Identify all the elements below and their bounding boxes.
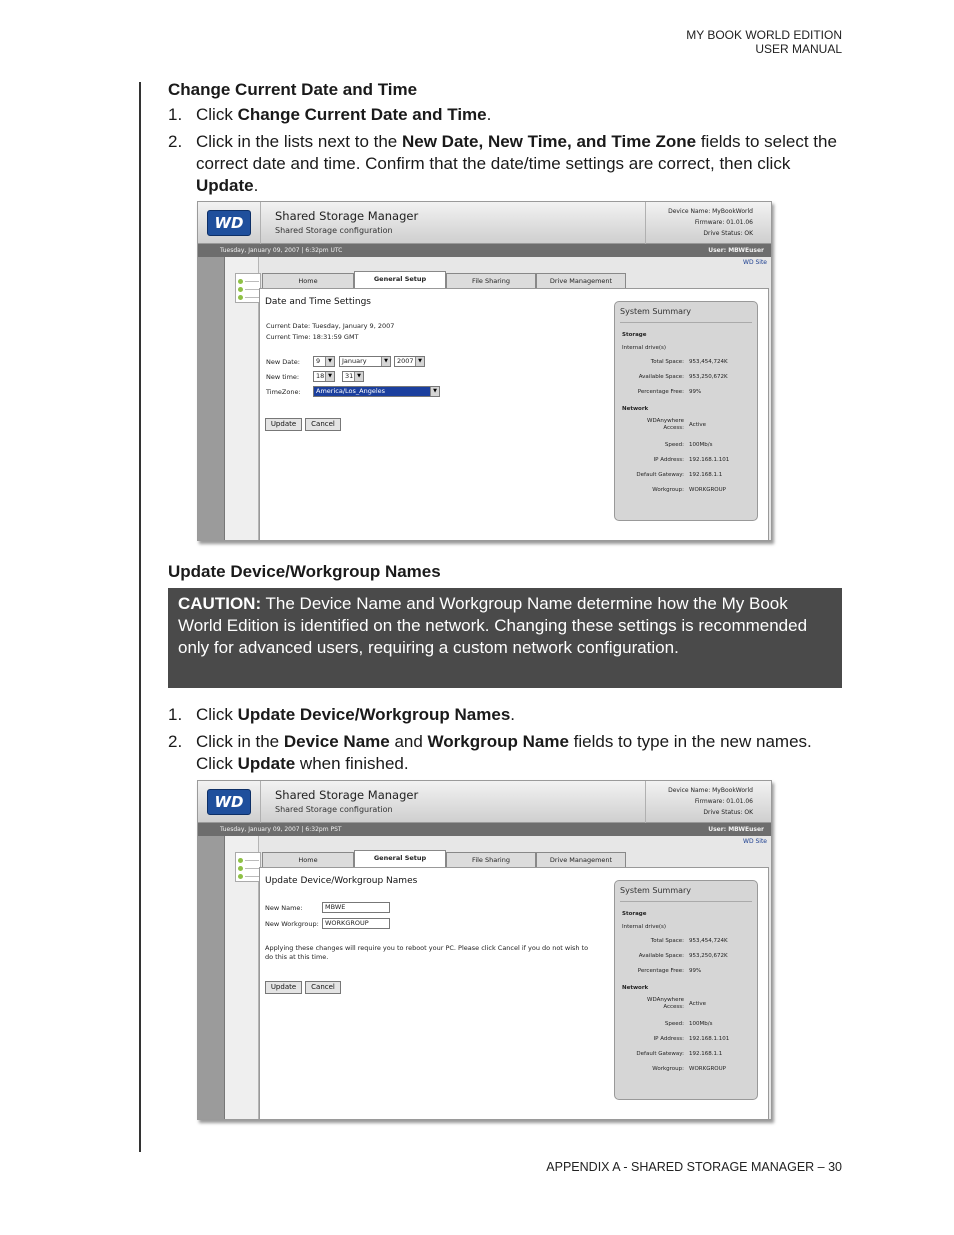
step-bold: Workgroup Name (427, 732, 569, 751)
gateway-label: Default Gateway: (636, 1051, 684, 1057)
internal-drives-text: Internal drive(s) (622, 924, 667, 930)
app-subtitle: Shared Storage configuration (275, 805, 393, 814)
dropdown-arrow-icon: ▼ (430, 387, 439, 396)
total-space-value: 953,454,724K (689, 359, 728, 365)
timezone-value: America/Los_Angeles (316, 387, 386, 395)
step-bold: Change Current Date and Time (237, 105, 487, 124)
content-panel (259, 867, 769, 1120)
margin-rule (139, 82, 141, 1152)
storage-heading: Storage (622, 911, 647, 917)
new-date-label: New Date: (266, 358, 300, 366)
step-text: . (510, 705, 516, 724)
step-bold: Device Name (283, 732, 390, 751)
user-text: User: MBWEuser (708, 247, 764, 254)
step-number: 1. (168, 105, 183, 124)
cancel-button[interactable]: Cancel (305, 981, 341, 994)
day-select[interactable] (313, 356, 335, 367)
total-space-label: Total Space: (650, 938, 684, 944)
timezone-label: TimeZone: (266, 388, 301, 396)
year-value: 2007 (397, 357, 414, 365)
title-box (260, 202, 646, 244)
summary-divider (620, 322, 752, 323)
datetime-text: Tuesday, January 09, 2007 | 6:32pm PST (220, 826, 342, 833)
header-line-2: USER MANUAL (755, 42, 842, 56)
wd-site-link[interactable]: WD Site (743, 259, 767, 266)
title-box (260, 781, 646, 823)
system-summary-panel (614, 880, 758, 1100)
reboot-note-line2: do this at this time. (265, 953, 329, 961)
step-1-device-names (168, 704, 848, 726)
panel-title: Update Device/Workgroup Names (265, 876, 418, 886)
available-space-label: Available Space: (638, 953, 684, 959)
wdanywhere-label-line2: Access: (663, 425, 684, 431)
day-value: 9 (316, 357, 321, 365)
ip-address-label: IP Address: (653, 457, 684, 463)
workgroup-value: WORKGROUP (689, 487, 726, 493)
tab-home[interactable]: Home (262, 852, 354, 867)
sidebar (225, 257, 259, 541)
status-bar (198, 244, 771, 257)
wd-site-link[interactable]: WD Site (743, 838, 767, 845)
tab-drive-management[interactable]: Drive Management (536, 852, 626, 867)
step-text: when finished. (295, 754, 409, 773)
wdanywhere-value: Active (689, 422, 707, 428)
step-text: and (389, 732, 428, 751)
percentage-free-value: 99% (689, 389, 702, 395)
workgroup-label: Workgroup: (652, 487, 684, 493)
timezone-select[interactable] (313, 386, 440, 397)
step-text: fields to select the correct date and time. Confirm that the date/time settings are correct, then click (196, 132, 837, 173)
drive-status-text: Drive Status: OK (703, 809, 753, 816)
gateway-value: 192.168.1.1 (689, 1051, 723, 1057)
dropdown-arrow-icon: ▼ (325, 372, 334, 381)
checklist-icon (235, 273, 261, 303)
speed-label: Speed: (664, 1021, 684, 1027)
step-2-device-names (168, 731, 848, 775)
device-info (668, 206, 753, 239)
content-panel (259, 288, 769, 541)
tab-file-sharing[interactable]: File Sharing (446, 852, 536, 867)
step-text: Click (196, 705, 238, 724)
hour-value: 18 (316, 372, 325, 380)
firmware-text: Firmware: 01.01.06 (694, 798, 753, 805)
caution-label: CAUTION: (178, 594, 262, 613)
device-info (668, 785, 753, 818)
screenshot-device-names (197, 780, 772, 1120)
firmware-text: Firmware: 01.01.06 (694, 219, 753, 226)
cancel-button[interactable]: Cancel (305, 418, 341, 431)
available-space-value: 953,250,672K (689, 953, 728, 959)
total-space-value: 953,454,724K (689, 938, 728, 944)
ip-address-value: 192.168.1.101 (689, 457, 730, 463)
page-header (686, 28, 842, 56)
speed-value: 100Mb/s (689, 1021, 713, 1027)
step-text: Click in the lists next to the (196, 132, 402, 151)
wd-logo: WD (207, 210, 251, 236)
datetime-text: Tuesday, January 09, 2007 | 6:32pm UTC (220, 247, 343, 254)
wdanywhere-label (647, 997, 684, 1011)
workgroup-label: Workgroup: (652, 1066, 684, 1072)
dropdown-arrow-icon: ▼ (354, 372, 363, 381)
step-number: 1. (168, 705, 183, 724)
dropdown-arrow-icon: ▼ (325, 357, 334, 366)
step-number: 2. (168, 132, 183, 151)
tab-home[interactable]: Home (262, 273, 354, 288)
left-strip (198, 836, 225, 1120)
new-name-input[interactable]: MBWE (322, 902, 390, 913)
app-header-bar (198, 202, 771, 244)
wd-logo: WD (207, 789, 251, 815)
workgroup-value: WORKGROUP (689, 1066, 726, 1072)
ip-address-label: IP Address: (653, 1036, 684, 1042)
drive-status-text: Drive Status: OK (703, 230, 753, 237)
internal-drives-text: Internal drive(s) (622, 345, 667, 351)
month-select[interactable] (339, 356, 391, 367)
wdanywhere-label (647, 418, 684, 432)
step-text: Click (196, 105, 238, 124)
percentage-free-label: Percentage Free: (637, 389, 684, 395)
step-bold: Update (196, 176, 254, 195)
minute-select[interactable] (342, 371, 364, 382)
new-time-label: New time: (266, 373, 300, 381)
panel-title: Date and Time Settings (265, 297, 371, 307)
header-line-1: MY BOOK WORLD EDITION (686, 28, 842, 42)
app-subtitle: Shared Storage configuration (275, 226, 393, 235)
new-workgroup-label: New Workgroup: (265, 920, 319, 928)
month-value: January (342, 357, 367, 365)
percentage-free-label: Percentage Free: (637, 968, 684, 974)
gateway-label: Default Gateway: (636, 472, 684, 478)
caution-box (168, 588, 842, 688)
new-workgroup-input[interactable]: WORKGROUP (322, 918, 390, 929)
wdanywhere-value: Active (689, 1001, 707, 1007)
summary-title: System Summary (620, 886, 692, 895)
status-bar (198, 823, 771, 836)
device-name-text: Device Name: MyBookWorld (668, 208, 753, 215)
tab-file-sharing[interactable]: File Sharing (446, 273, 536, 288)
speed-label: Speed: (664, 442, 684, 448)
tab-general-setup[interactable]: General Setup (354, 271, 446, 288)
user-text: User: MBWEuser (708, 826, 764, 833)
app-title: Shared Storage Manager (275, 788, 419, 802)
step-2-date-time (168, 131, 848, 197)
step-number: 2. (168, 732, 183, 751)
year-select[interactable] (394, 356, 425, 367)
hour-select[interactable] (313, 371, 335, 382)
current-date-text: Current Date: Tuesday, January 9, 2007 (266, 322, 395, 330)
system-summary-panel (614, 301, 758, 521)
page-footer: APPENDIX A - SHARED STORAGE MANAGER – 30 (546, 1160, 842, 1174)
tab-drive-management[interactable]: Drive Management (536, 273, 626, 288)
dropdown-arrow-icon: ▼ (415, 357, 424, 366)
summary-title: System Summary (620, 307, 692, 316)
app-title: Shared Storage Manager (275, 209, 419, 223)
screenshot-date-time (197, 201, 772, 541)
wdanywhere-label-line2: Access: (663, 1004, 684, 1010)
caution-text: The Device Name and Workgroup Name determine how the My Book World Edition is identified on the network. Changing these settings is recommended only for advanced users, requiring a custom network configuration. (178, 594, 808, 657)
wdanywhere-label-line1: WDAnywhere (647, 418, 684, 424)
current-time-text: Current Time: 18:31:59 GMT (266, 333, 359, 341)
step-text: . (486, 105, 492, 124)
dropdown-arrow-icon: ▼ (381, 357, 390, 366)
summary-divider (620, 901, 752, 902)
step-text: fields to type in the new names. Click (196, 732, 812, 773)
update-button[interactable]: Update (265, 981, 302, 994)
step-text: Click in the (196, 732, 284, 751)
speed-value: 100Mb/s (689, 442, 713, 448)
minute-value: 31 (345, 372, 354, 380)
step-text: . (253, 176, 259, 195)
app-header-bar (198, 781, 771, 823)
network-heading: Network (622, 406, 649, 412)
section-heading-device-names: Update Device/Workgroup Names (168, 562, 441, 581)
network-heading: Network (622, 985, 649, 991)
total-space-label: Total Space: (650, 359, 684, 365)
step-1-date-time (168, 104, 848, 126)
update-button[interactable]: Update (265, 418, 302, 431)
reboot-note: Applying these changes will require you to reboot your PC. Please click Cancel if you do not wish to (265, 944, 589, 952)
step-bold: Update (237, 754, 296, 773)
gateway-value: 192.168.1.1 (689, 472, 723, 478)
available-space-value: 953,250,672K (689, 374, 728, 380)
step-bold: New Date, New Time, and Time Zone (401, 132, 697, 151)
left-strip (198, 257, 225, 541)
checklist-icon (235, 852, 261, 882)
wdanywhere-label-line1: WDAnywhere (647, 997, 684, 1003)
section-heading-date-time: Change Current Date and Time (168, 80, 418, 99)
sidebar (225, 836, 259, 1120)
percentage-free-value: 99% (689, 968, 702, 974)
device-name-text: Device Name: MyBookWorld (668, 787, 753, 794)
ip-address-value: 192.168.1.101 (689, 1036, 730, 1042)
storage-heading: Storage (622, 332, 647, 338)
tab-general-setup[interactable]: General Setup (354, 850, 446, 867)
new-name-label: New Name: (265, 904, 303, 912)
available-space-label: Available Space: (638, 374, 684, 380)
step-bold: Update Device/Workgroup Names (237, 705, 511, 724)
